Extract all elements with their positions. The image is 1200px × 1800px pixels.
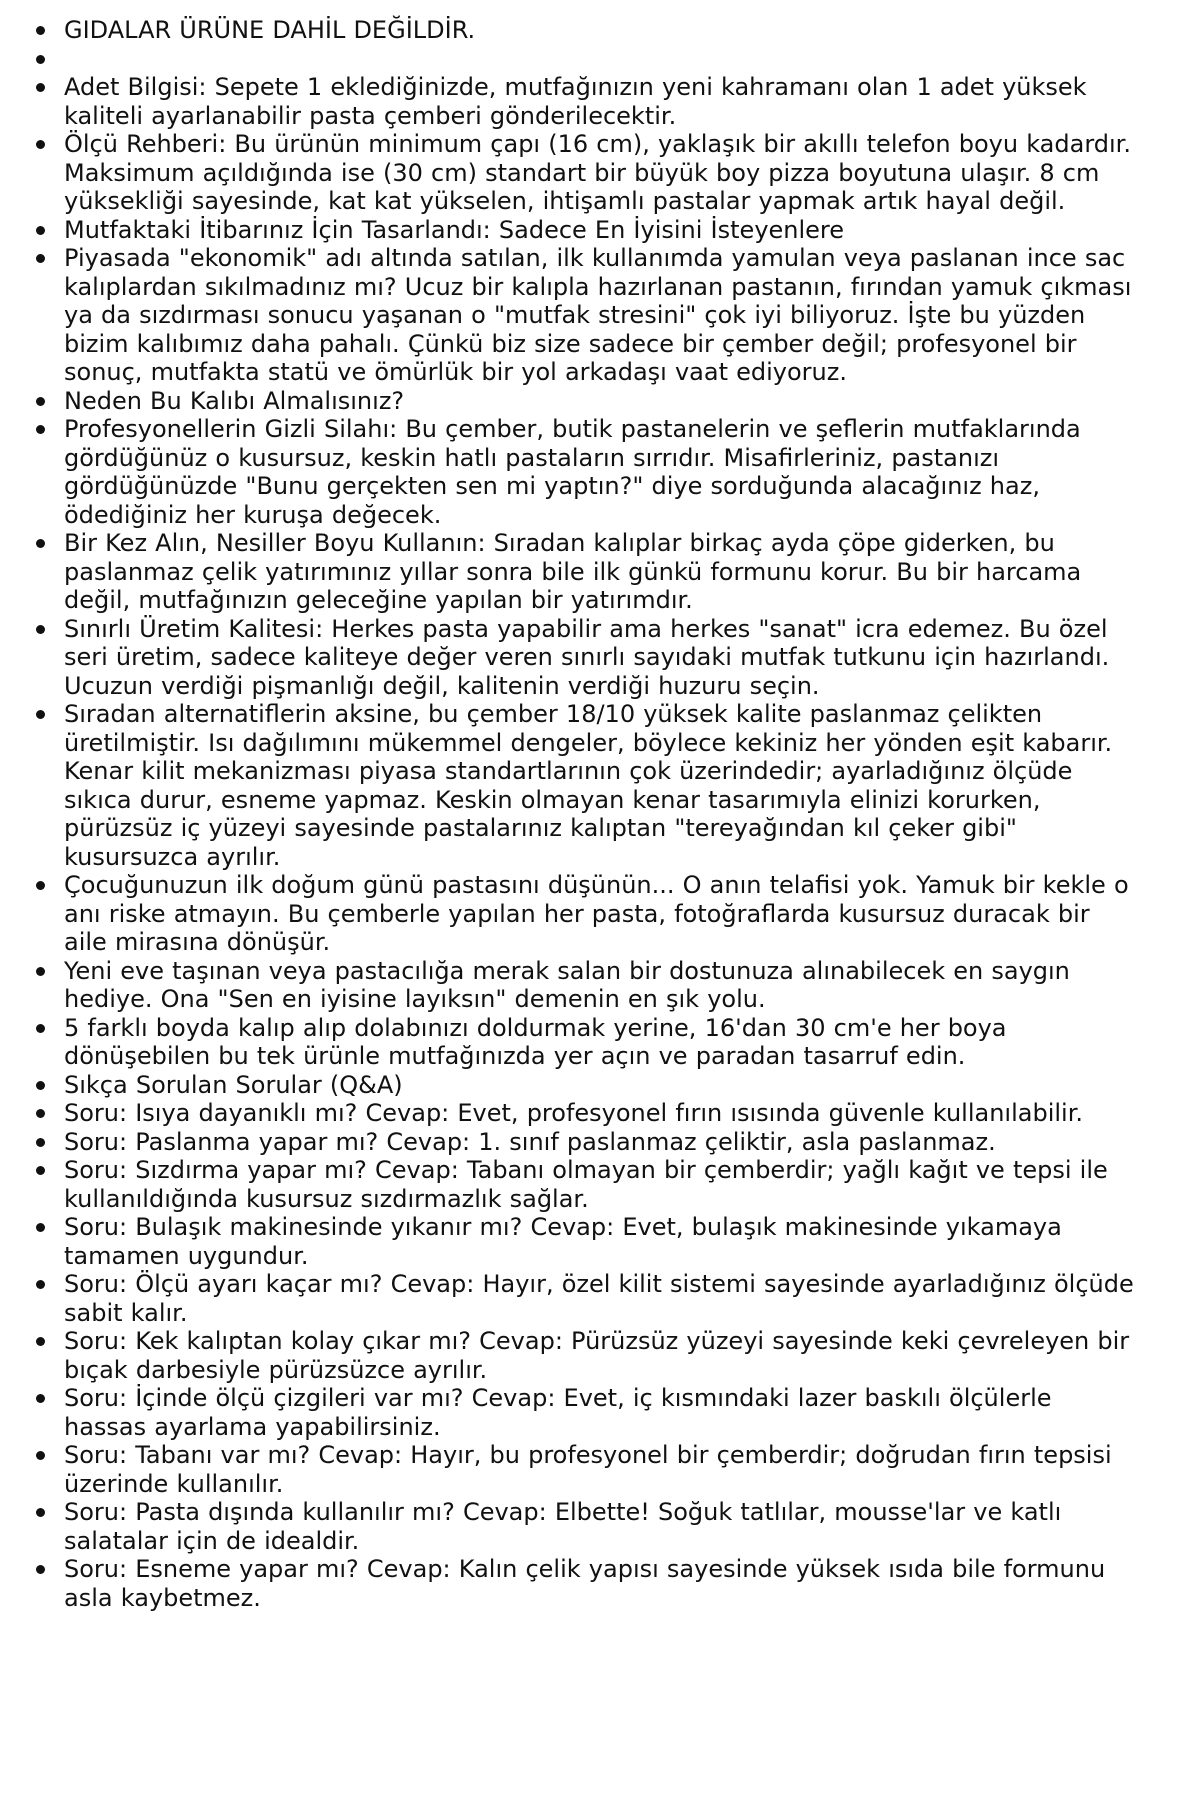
bullet-icon: [36, 1337, 45, 1346]
list-item-text: Soru: Esneme yapar mı? Cevap: Kalın çelik yapısı sayesinde yüksek ısıda bile formunu asla kaybetmez.: [64, 1555, 1106, 1612]
list-item-text: Ölçü Rehberi: Bu ürünün minimum çapı (16 cm), yaklaşık bir akıllı telefon boyu kadardır. Maksimum açıldığında ise (30 cm) standart bir büyük boy pizza boyutuna ulaşır. 8 cm yüksekliği sayesinde, kat kat yükselen, ihtişamlı pastalar yapmak artık hayal değil.: [64, 130, 1131, 215]
list-item-text: Neden Bu Kalıbı Almalısınız?: [64, 386, 405, 415]
bullet-icon: [36, 83, 45, 92]
list-item-text: Sıradan alternatiflerin aksine, bu çember 18/10 yüksek kalite paslanmaz çelikten üretilmiştir. Isı dağılımını mükemmel dengeler, böylece kekiniz her yönden eşit kabarır. Kenar kilit mekanizması piyasa standartlarının çok üzerindedir; ayarladığınız ölçüde sıkıca durur, esneme yapmaz. Keskin olmayan kenar tasarımıyla elinizi korurken, pürüzsüz iç yüzeyi sayesinde pastalarınız kalıptan "tereyağından kıl çeker gibi" kusursuzca ayrılır.: [64, 700, 1113, 871]
list-item-text: Soru: Bulaşık makinesinde yıkanır mı? Cevap: Evet, bulaşık makinesinde yıkamaya tamamen uygundur.: [64, 1213, 1062, 1270]
bullet-icon: [36, 1109, 45, 1118]
bullet-icon: [36, 26, 45, 35]
bullet-icon: [36, 1394, 45, 1403]
bullet-icon: [36, 1081, 45, 1090]
list-item: [64, 957, 1140, 1014]
bullet-icon: [36, 140, 45, 149]
list-item: [64, 130, 1140, 216]
list-item: [64, 1128, 1140, 1157]
list-item: [64, 871, 1140, 957]
bullet-icon: [36, 1024, 45, 1033]
bullet-icon: [36, 710, 45, 719]
list-item-text: Soru: Sızdırma yapar mı? Cevap: Tabanı olmayan bir çemberdir; yağlı kağıt ve tepsi ile kullanıldığında kusursuz sızdırmazlık sağlar.: [64, 1156, 1108, 1213]
bullet-icon: [36, 1508, 45, 1517]
bullet-icon: [36, 397, 45, 406]
bullet-icon: [36, 1280, 45, 1289]
list-item-text: Adet Bilgisi: Sepete 1 eklediğinizde, mutfağınızın yeni kahramanı olan 1 adet yüksek kaliteli ayarlanabilir pasta çemberi gönderilecektir.: [64, 73, 1087, 130]
list-item: [64, 216, 1140, 245]
list-item-text: Mutfaktaki İtibarınız İçin Tasarlandı: Sadece En İyisini İsteyenlere: [64, 215, 845, 244]
bullet-icon: [36, 254, 45, 263]
list-item-text: Soru: Ölçü ayarı kaçar mı? Cevap: Hayır, özel kilit sistemi sayesinde ayarladığınız ölçüde sabit kalır.: [64, 1270, 1134, 1327]
list-item-text: Sıkça Sorulan Sorular (Q&A): [64, 1070, 403, 1099]
list-item-text: Soru: Isıya dayanıklı mı? Cevap: Evet, profesyonel fırın ısısında güvenle kullanılabilir.: [64, 1099, 1083, 1127]
list-item-text: Soru: Pasta dışında kullanılır mı? Cevap: Elbette! Soğuk tatlılar, mousse'lar ve katlı salatalar için de idealdir.: [64, 1498, 1062, 1555]
list-item: [64, 1555, 1140, 1612]
bullet-icon: [36, 55, 45, 64]
list-item: [64, 1099, 1140, 1128]
list-item-text: Piyasada "ekonomik" adı altında satılan, ilk kullanımda yamulan veya paslanan ince sac kalıplardan sıkılmadınız mı? Ucuz bir kalıpla hazırlanan pastanın, fırından yamuk çıkması ya da sızdırması sonucu yaşanan o "mutfak stresini" çok iyi biliyoruz. İşte bu yüzden bizim kalıbımız daha pahalı. Çünkü biz size sadece bir çember değil; profesyonel bir sonuç, mutfakta statü ve ömürlük bir yol arkadaşı vaat ediyoruz.: [64, 244, 1132, 386]
list-item: [64, 415, 1140, 529]
bullet-icon: [36, 1166, 45, 1175]
list-item: [64, 73, 1140, 130]
list-item: [64, 615, 1140, 701]
product-description: [0, 16, 1200, 1612]
bullet-icon: [36, 625, 45, 634]
list-item-text: Sınırlı Üretim Kalitesi: Herkes pasta yapabilir ama herkes "sanat" icra edemez. Bu özel seri üretim, sadece kaliteye değer veren sınırlı sayıdaki mutfak tutkunu için hazırlandı. Ucuzun verdiği pişmanlığı değil, kalitenin verdiği huzuru seçin.: [64, 614, 1110, 700]
list-item-text: Bir Kez Alın, Nesiller Boyu Kullanın: Sıradan kalıplar birkaç ayda çöpe giderken, bu paslanmaz çelik yatırımınız yıllar sonra bile ilk günkü formunu korur. Bu bir harcama değil, mutfağınızın geleceğine yapılan bir yatırımdır.: [64, 529, 1082, 614]
bullet-icon: [36, 539, 45, 548]
list-item-text: Soru: İçinde ölçü çizgileri var mı? Cevap: Evet, iç kısmındaki lazer baskılı ölçülerle hassas ayarlama yapabilirsiniz.: [64, 1384, 1052, 1441]
bullet-icon: [36, 1223, 45, 1232]
list-item: [64, 1014, 1140, 1071]
bullet-icon: [36, 1565, 45, 1574]
list-item: [64, 16, 1140, 45]
list-item: [64, 1270, 1140, 1327]
list-item: [64, 529, 1140, 615]
list-item: [64, 1156, 1140, 1213]
list-item-text: Profesyonellerin Gizli Silahı: Bu çember, butik pastanelerin ve şeflerin mutfaklarında gördüğünüz o kusursuz, keskin hatlı pastaların sırrıdır. Misafirleriniz, pastanızı gördüğünüzde "Bunu gerçekten sen mi yaptın?" diye sorduğunda alacağınız haz, ödediğiniz her kuruşa değecek.: [64, 415, 1081, 529]
bullet-icon: [36, 881, 45, 890]
list-item: [64, 1327, 1140, 1384]
list-item-text: Soru: Kek kalıptan kolay çıkar mı? Cevap: Pürüzsüz yüzeyi sayesinde keki çevreleyen bir bıçak darbesiyle pürüzsüzce ayrılır.: [64, 1327, 1130, 1384]
list-item: [64, 1213, 1140, 1270]
bullet-icon: [36, 1451, 45, 1460]
list-item: [64, 244, 1140, 387]
list-item-text: Soru: Paslanma yapar mı? Cevap: 1. sınıf paslanmaz çeliktir, asla paslanmaz.: [64, 1127, 996, 1156]
bullet-icon: [36, 226, 45, 235]
list-item-text: GIDALAR ÜRÜNE DAHİL DEĞİLDİR.: [64, 16, 476, 44]
list-item-text: 5 farklı boyda kalıp alıp dolabınızı doldurmak yerine, 16'dan 30 cm'e her boya dönüşebilen bu tek ürünle mutfağınızda yer açın ve paradan tasarruf edin.: [64, 1013, 1007, 1070]
list-item: [64, 1441, 1140, 1498]
list-item: [64, 1071, 1140, 1100]
bullet-list: [0, 16, 1200, 1612]
list-item: [64, 45, 1140, 74]
list-item: [64, 1384, 1140, 1441]
list-item-text: Çocuğunuzun ilk doğum günü pastasını düşünün... O anın telafisi yok. Yamuk bir kekle o anı riske atmayın. Bu çemberle yapılan her pasta, fotoğraflarda kusursuz duracak bir aile mirasına dönüşür.: [64, 871, 1129, 956]
list-item: [64, 700, 1140, 871]
list-item-text: Yeni eve taşınan veya pastacılığa merak salan bir dostunuza alınabilecek en saygın hediye. Ona "Sen en iyisine layıksın" demenin en şık yolu.: [64, 956, 1070, 1013]
list-item: [64, 387, 1140, 416]
bullet-icon: [36, 967, 45, 976]
list-item-text: Soru: Tabanı var mı? Cevap: Hayır, bu profesyonel bir çemberdir; doğrudan fırın tepsisi üzerinde kullanılır.: [64, 1441, 1112, 1498]
bullet-icon: [36, 425, 45, 434]
bullet-icon: [36, 1138, 45, 1147]
list-item: [64, 1498, 1140, 1555]
